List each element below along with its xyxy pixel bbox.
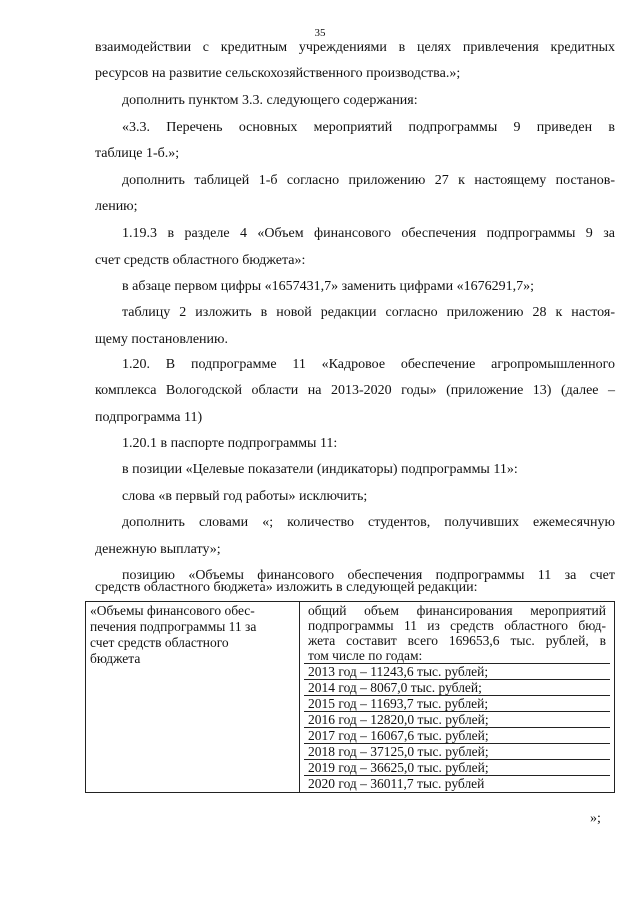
page-number: 35 — [314, 27, 326, 39]
paragraph-line: ресурсов на развитие сельскохозяйственного производства.»; — [95, 66, 461, 81]
paragraph-line: 1.20.1 в паспорте подпрограммы 11: — [122, 436, 338, 451]
table-cell-label — [86, 602, 300, 793]
paragraph-line: таблицу 2 изложить в новой редакции согласно приложению 28 к настоя- — [122, 305, 615, 320]
year-line: 2020 год – 36011,7 тыс. рублей — [304, 775, 610, 791]
cell-line: общий объем финансирования мероприятий — [308, 603, 606, 618]
paragraph-line: таблице 1-б.»; — [95, 146, 180, 161]
cell-line: «Объемы финансового обес- — [90, 603, 255, 618]
paragraph-line: 1.19.3 в разделе 4 «Объем финансового обеспечения подпрограммы 9 за — [122, 226, 615, 241]
paragraph-line: слова «в первый год работы» исключить; — [122, 489, 368, 504]
paragraph-line: комплекса Вологодской области на 2013-2020 годы» (приложение 13) (далее – — [95, 383, 615, 398]
paragraph-line: денежную выплату»; — [95, 542, 221, 557]
cell-line: печения подпрограммы 11 за — [90, 619, 257, 634]
paragraph-line: подпрограмма 11) — [95, 410, 203, 425]
closing-quote: »; — [590, 811, 601, 826]
year-line: 2014 год – 8067,0 тыс. рублей; — [304, 679, 610, 695]
year-line: 2013 год – 11243,6 тыс. рублей; — [304, 663, 610, 679]
cell-line: подпрограммы 11 из средств областного бюд- — [308, 618, 606, 633]
paragraph-line: взаимодействии с кредитным учреждениями в целях привлечения кредитных — [95, 40, 615, 55]
paragraph-line: «3.3. Перечень основных мероприятий подпрограммы 9 приведен в — [122, 120, 615, 135]
paragraph-line: щему постановлению. — [95, 332, 228, 347]
year-line: 2018 год – 37125,0 тыс. рублей; — [304, 743, 610, 759]
paragraph-line: в позиции «Целевые показатели (индикаторы) подпрограммы 11»: — [122, 462, 518, 477]
year-line: 2015 год – 11693,7 тыс. рублей; — [304, 695, 610, 711]
year-line: 2017 год – 16067,6 тыс. рублей; — [304, 727, 610, 743]
year-line: 2016 год – 12820,0 тыс. рублей; — [304, 711, 610, 727]
paragraph-line: дополнить словами «; количество студентов, получивших ежемесячную — [122, 515, 615, 530]
table-row — [86, 602, 615, 793]
paragraph-line: дополнить пунктом 3.3. следующего содержания: — [122, 93, 418, 108]
funding-table — [85, 601, 615, 793]
paragraph-line: позицию «Объемы финансового обеспечения подпрограммы 11 за счет — [122, 568, 615, 583]
paragraph-line: 1.20. В подпрограмме 11 «Кадровое обеспечение агропромышленного — [122, 357, 615, 372]
paragraph-line: в абзаце первом цифры «1657431,7» заменить цифрами «1676291,7»; — [122, 279, 534, 294]
paragraph-line: лению; — [95, 199, 138, 214]
cell-line: жета составит всего 169653,6 тыс. рублей, в — [308, 633, 606, 648]
year-line: 2019 год – 36625,0 тыс. рублей; — [304, 759, 610, 775]
paragraph-line: дополнить таблицей 1-б согласно приложению 27 к настоящему постанов- — [122, 173, 615, 188]
cell-line: том числе по годам: — [308, 648, 423, 663]
table-cell-value — [300, 602, 615, 793]
cell-line: бюджета — [90, 651, 141, 666]
paragraph-line: средств областного бюджета» изложить в следующей редакции: — [95, 580, 478, 595]
cell-line: счет средств областного — [90, 635, 229, 650]
paragraph-line: счет средств областного бюджета»: — [95, 253, 306, 268]
